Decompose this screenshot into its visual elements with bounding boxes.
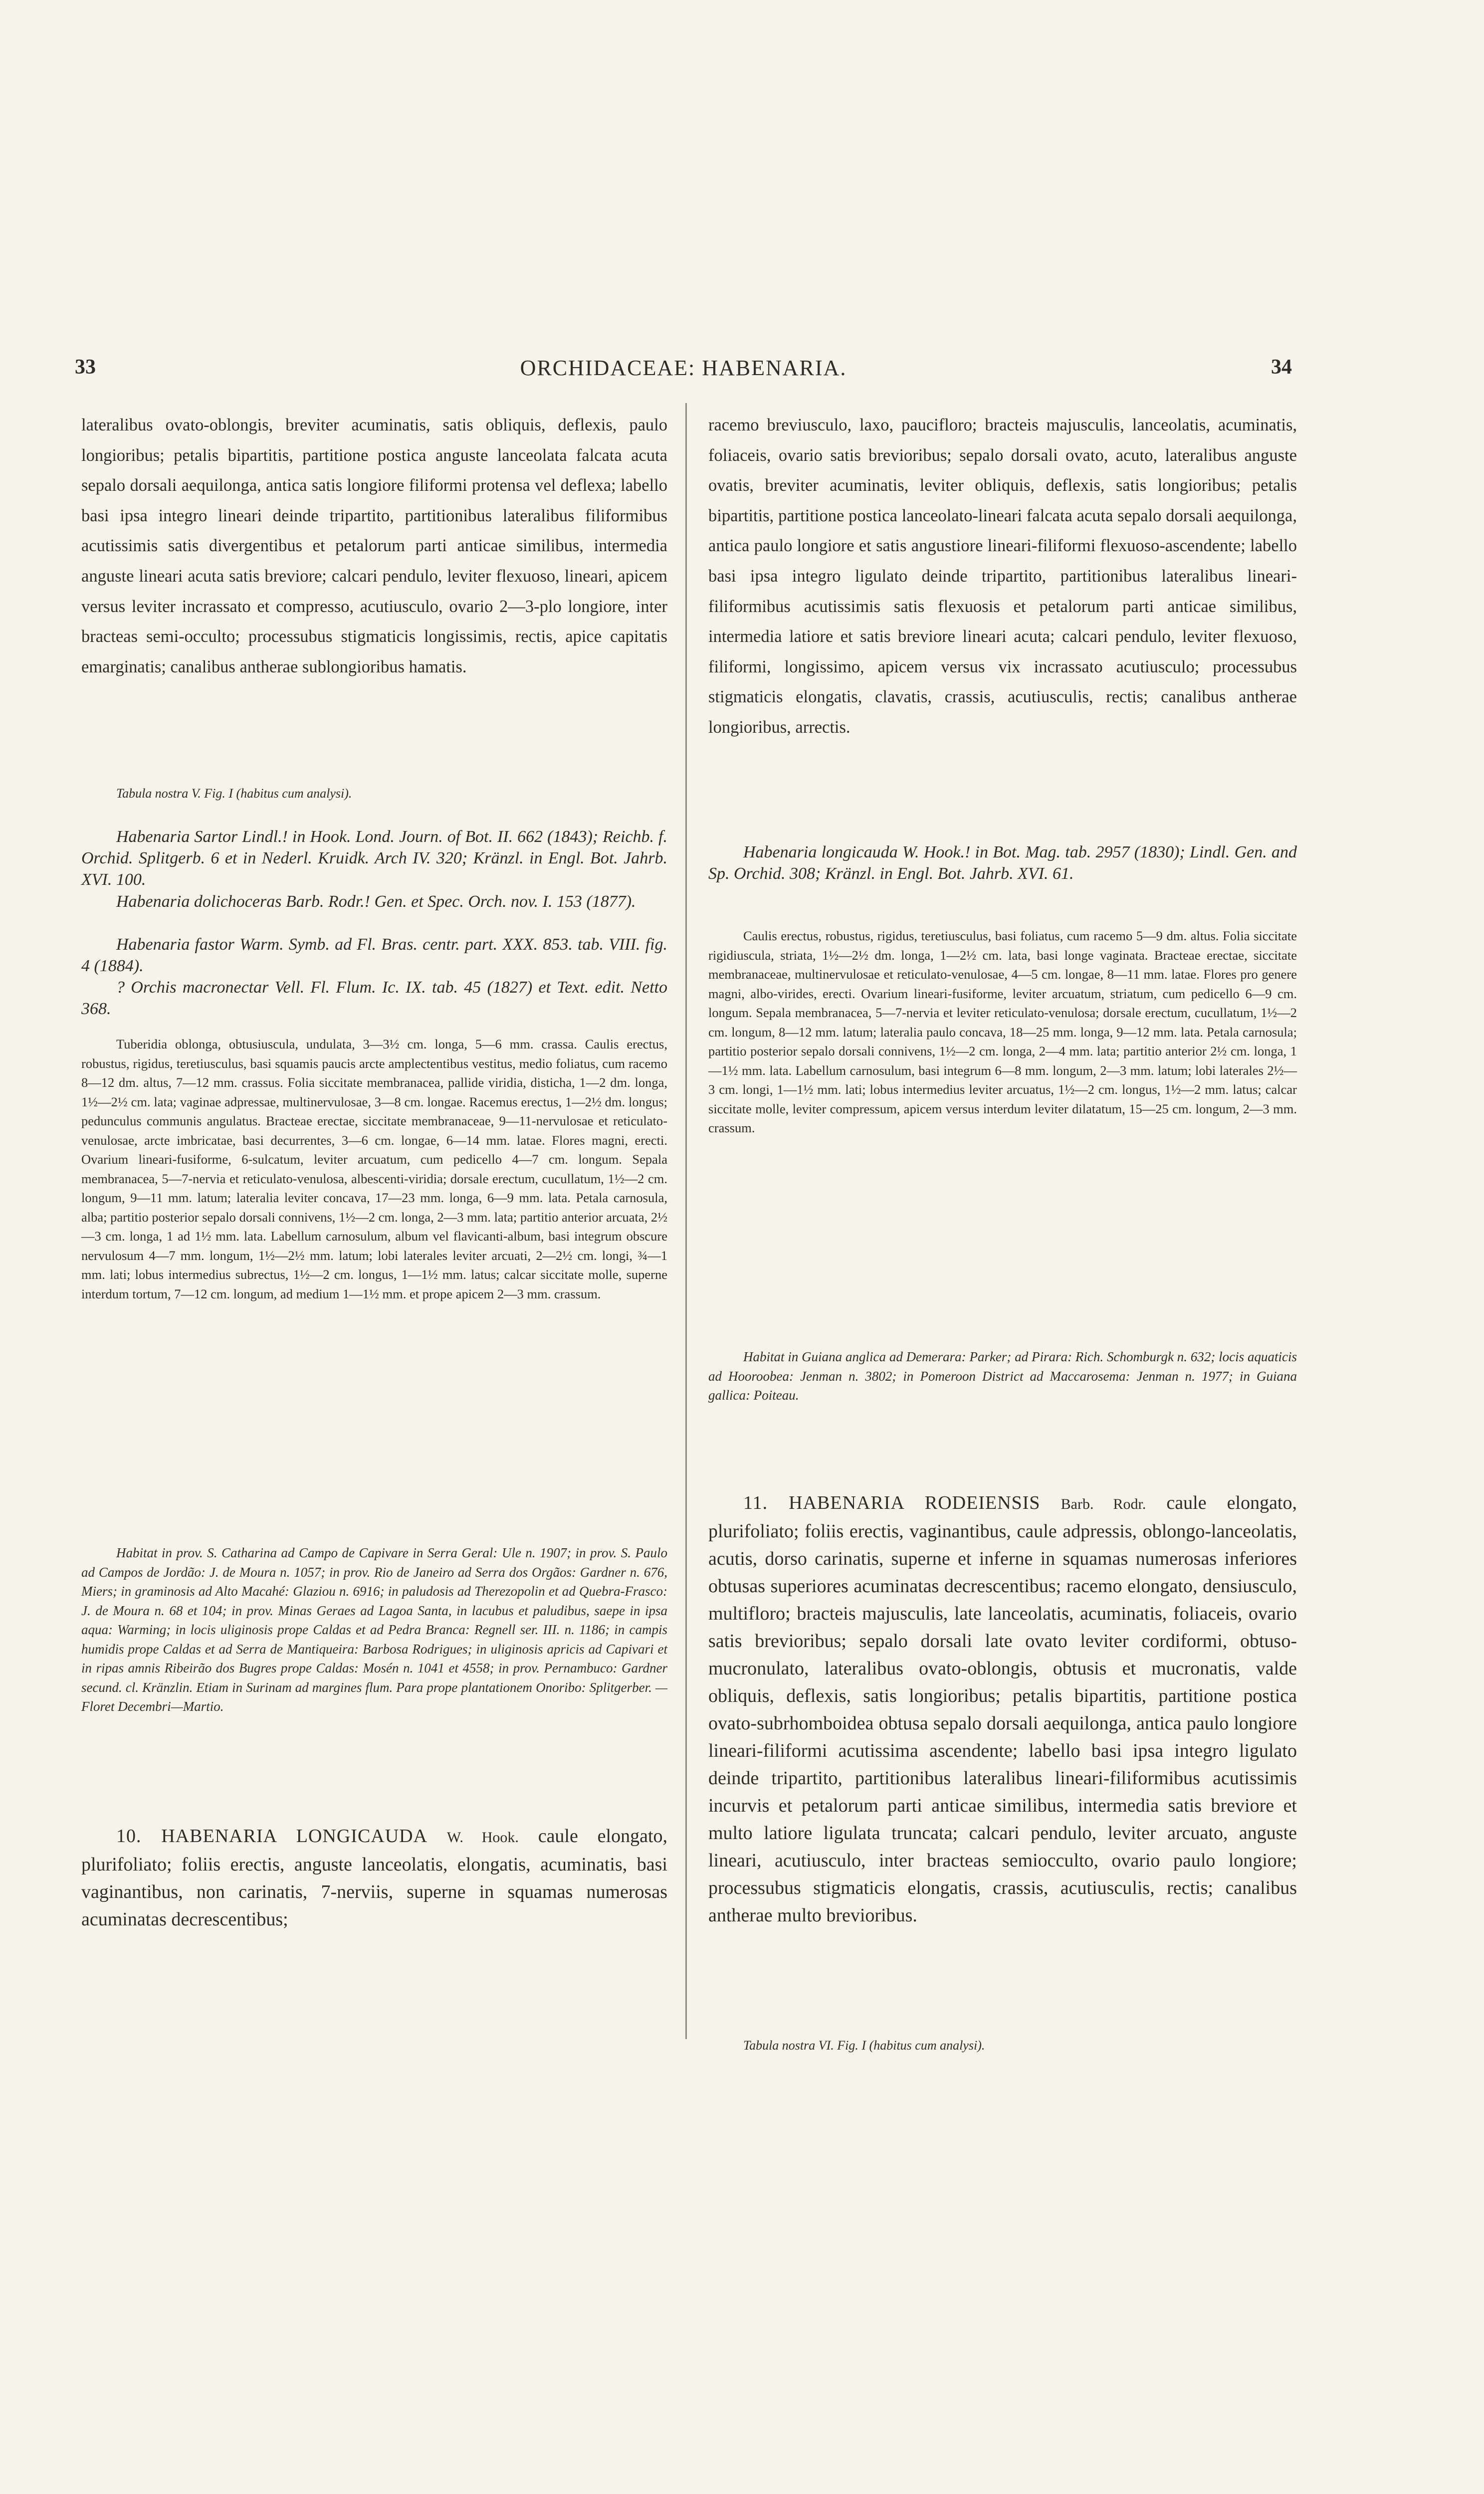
- left-detail: Tuberidia oblonga, obtusiuscula, undulata, 3—3½ cm. longa, 5—6 mm. crassa. Caulis erectus, robustus, rigidus, teretiusculus, basi squamis paucis arcte amplectentibus vestitus, medio foliatus, cum racemo 8—12 dm. altus, 7—12 mm. crassus. Folia siccitate membranacea, pallide viridia, disticha, 1—2 dm. longa, 1½—2½ cm. lata; vaginae adpressae, multinervulosae, 3—8 cm. longae. Racemus erectus, 1—2½ dm. longus; pedunculus communis angulatus. Bracteae erectae, siccitate membranaceae, 9—11-nervulosae et reticulato-venulosae, arcte imbricatae, basi decurrentes, 3—6 cm. longae, 6—14 mm. latae. Flores magni, erecti. Ovarium lineari-fusiforme, 6-sulcatum, leviter arcuatum, cum pedicello 4—7 cm. longum. Sepala membranacea, 5—7-nervia et reticulato-venulosa, albescenti-viridia; dorsale erectum, cucullatum, 1½—2 cm. longum, 9—11 mm. latum; lateralia leviter concava, 17—23 mm. longa, 6—9 mm. lata. Petala carnosula, alba; partitio posterior sepalo dorsali connivens, 1½—2 cm. longa, 2—3 mm. lata; partitio anterior arcuata, 2½—3 cm. longa, 1 ad 1½ mm. lata. Labellum carnosulum, album vel flavicanti-album, basi integrum obscure nervulosum 4—7 mm. longum, 1½—2½ mm. latum; lobi laterales leviter arcuati, 2—2½ cm. longi, ¾—1 mm. lati; lobus intermedius subrectus, 1½—2 cm. longus, 1—1½ mm. latus; calcar siccitate molle, superne interdum tortum, 7—12 cm. longum, ad medium 1—1½ mm. et prope apicem 2—3 mm. crassum.: [81, 1037, 667, 1301]
- species-10-description: [81, 1823, 667, 1933]
- left-habitat: Habitat in prov. S. Catharina ad Campo de Capivare in Serra Geral: Ule n. 1907; in prov. S. Paulo ad Campos de Jordão: J. de Moura n. 1057; in prov. Rio de Janeiro ad Serra dos Orgãos: Gardner n. 676, Miers; in graminosis ad Alto Macahé: Glaziou n. 6916; in paludosis ad Therezopolin et ad Quebra-Frasco: J. de Moura n. 68 et 104; in prov. Minas Geraes ad Lagoa Santa, in lacubus et paludibus, saepe in ipsa aqua: Warming; in locis uliginosis prope Caldas et ad Pedra Branca: Regnell ser. III. n. 1186; in campis humidis prope Caldas et ad Serra de Mantiqueira: Barbosa Rodrigues; in uliginosis apricis ad Capivari et in ripas amnis Ribeirão dos Bugres prope Caldas: Mosén n. 1041 et 4558; in prov. Pernambuco: Gardner secund. cl. Kränzlin. Etiam in Surinam ad margines flum. Para prope plantationem Onoribo: Splitgerber. — Floret Decembri—Martio.: [81, 1545, 667, 1714]
- left-description: lateralibus ovato-oblongis, breviter acuminatis, satis obliquis, deflexis, paulo longioribus; petalis bipartitis, partitione postica anguste lanceolata falcata acuta sepalo dorsali aequilonga, antica satis longiore filiformi protensa vel deflexa; labello basi ipsa integro lineari deinde tripartito, partitionibus lateralibus filiformibus acutissimis satis divergentibus et petalorum parti anticae similibus, intermedia anguste lineari acuta satis breviore; calcari pendulo, leviter flexuoso, lineari, apicem versus leviter incrassato et compresso, acutiusculo, ovario 2—3-plo longiore, inter bracteas semi-occulto; processubus stigmaticis longissimis, rectis, apice capitatis emarginatis; canalibus antherae sublongioribus hamatis.: [81, 416, 667, 676]
- right-habitat: Habitat in Guiana anglica ad Demerara: Parker; ad Pirara: Rich. Schomburgk n. 632; locis aquaticis ad Hooroobea: Jenman n. 3802; in Pomeroon District ad Maccarosema: Jenman n. 1977; in Guiana gallica: Poiteau.: [708, 1349, 1297, 1403]
- running-title: ORCHIDACEAE: HABENARIA.: [520, 356, 847, 380]
- species-10-name: 10. HABENARIA LONGICAUDA: [116, 1826, 428, 1847]
- right-column: [708, 410, 1297, 2055]
- species-11-text: caule elongato, plurifoliato; foliis erectis, vaginantibus, caule adpressis, oblongo-lanceolatis, acutis, dorso carinatis, superne et inferne in squamas numerosas inferiores obtusas superiores acuminatas decrescentibus; racemo elongato, densiusculo, multifloro; bracteis majusculis, late lanceolatis, acuminatis, foliaceis, ovario satis brevioribus; sepalo dorsali late ovato leviter cordiformi, obtuso-mucronulato, lateralibus ovato-oblongis, obtusis et mucronatis, valde obliquis, deflexis, satis longioribus; petalis bipartitis, partitione postica ovato-subrhomboidea obtusa sepalo dorsali aequilonga, antica paulo longiore lineari-filiformi acutissima ascendente; labello basi ipsa integro ligulato deinde tripartito, partitionibus lateralibus lineari-filiformibus acutissimis incurvis et petalorum parti anticae similibus, intermedia satis breviore et multo latiore ligulata truncata; calcari pendulo, leviter arcuato, anguste lineari, acutiusculo, inter bracteas semiocculto, ovario paulo longiore; processubus stigmaticis elongatis, crassis, acutiusculis, rectis; canalibus antherae multo brevioribus.: [708, 1492, 1297, 1926]
- column-divider: [685, 403, 687, 2039]
- species-11-name: 11. HABENARIA RODEIENSIS: [743, 1492, 1041, 1513]
- left-synonym-1: Habenaria Sartor Lindl.! in Hook. Lond. Journ. of Bot. II. 662 (1843); Reichb. f. Orchid. Splitgerb. 6 et in Nederl. Kruidk. Arch IV. 320; Kränzl. in Engl. Bot. Jahrb. XVI. 100.: [81, 828, 667, 889]
- species-10-author: W. Hook.: [446, 1829, 519, 1846]
- species-11-description: [708, 1489, 1297, 2028]
- page-number-left: 33: [75, 356, 96, 379]
- left-column: [81, 410, 667, 1933]
- page-header: [75, 355, 1292, 395]
- right-detail: Caulis erectus, robustus, rigidus, teretiusculus, basi foliatus, cum racemo 5—9 dm. altus. Folia siccitate rigidiuscula, striata, 1½—2½ dm. longa, 1—2½ cm. lata, basi longe vaginata. Bracteae erectae, siccitate membranaceae, multinervulosae et reticulato-venulosae, 4—5 cm. longae, 8—11 mm. latae. Flores pro genere magni, albo-virides, erecti. Ovarium lineari-fusiforme, leviter arcuatum, striatum, cum pedicello 6—9 cm. longum. Sepala membranacea, 5—7-nervia et leviter reticulato-venulosa; dorsale erectum, cucullatum, 1½—2 cm. longum, 8—12 mm. latum; lateralia paulo concava, 18—25 mm. longa, 9—12 mm. lata. Petala carnosula; partitio posterior sepalo dorsali connivens, 1½—2 cm. longa, 2—4 mm. lata; partitio anterior 2½ cm. longa, 1—1½ mm. lata. Labellum carnosulum, basi integrum 6—8 mm. longum, 2—3 mm. latum; lobi laterales 2½—3 cm. longi, 1—1½ mm. lati; lobus intermedius leviter arcuatus, 1½—2 cm. longus, 1½—2 mm. latus; calcar siccitate molle, leviter compressum, apicem versus interdum leviter dilatatum, 15—25 cm. longum, 2—3 mm. crassum.: [708, 928, 1297, 1135]
- left-synonym-4: ? Orchis macronectar Vell. Fl. Flum. Ic. IX. tab. 45 (1827) et Text. edit. Netto 368.: [81, 978, 667, 1018]
- page-number-right: 34: [1271, 356, 1292, 379]
- species-10-text: caule elongato, plurifoliato; foliis erectis, anguste lanceolatis, elongatis, acuminatis, basi vaginantibus, non carinatis, 7-nerviis, superne in squamas numerosas acuminatas decrescentibus;: [81, 1826, 668, 1930]
- right-tabula: Tabula nostra VI. Fig. I (habitus cum analysi).: [743, 2038, 985, 2053]
- right-description: racemo breviusculo, laxo, paucifloro; bracteis majusculis, lanceolatis, acuminatis, foliaceis, ovario satis brevioribus; sepalo dorsali ovato, acuto, lateralibus anguste ovatis, breviter acuminatis, leviter obliquis, deflexis, satis longioribus; petalis bipartitis, partitione postica lanceolato-lineari falcata acuta sepalo dorsali aequilonga, antica paulo longiore et satis angustiore lineari-filiformi flexuoso-ascendente; labello basi ipsa integro ligulato deinde tripartito, partitionibus lateralibus lineari-filiformibus acutissimis satis flexuosis et petalorum parti anticae similibus, intermedia latiore et satis breviore lineari acuta; calcari pendulo, leviter flexuoso, filiformi, longissimo, apicem versus vix incrassato acutiusculo; processubus stigmaticis elongatis, clavatis, crassis, acutiusculis, rectis; canalibus antherae longioribus, arrectis.: [708, 416, 1297, 737]
- left-tabula: Tabula nostra V. Fig. I (habitus cum analysi).: [116, 786, 352, 801]
- left-synonym-3: Habenaria fastor Warm. Symb. ad Fl. Bras. centr. part. XXX. 853. tab. VIII. fig. 4 (1884).: [81, 935, 667, 975]
- left-synonym-2: Habenaria dolichoceras Barb. Rodr.! Gen. et Spec. Orch. nov. I. 153 (1877).: [116, 892, 636, 911]
- species-11-author: Barb. Rodr.: [1060, 1496, 1146, 1512]
- right-synonym-1: Habenaria longicauda W. Hook.! in Bot. Mag. tab. 2957 (1830); Lindl. Gen. and Sp. Orchid. 308; Kränzl. in Engl. Bot. Jahrb. XVI. 61.: [708, 843, 1297, 883]
